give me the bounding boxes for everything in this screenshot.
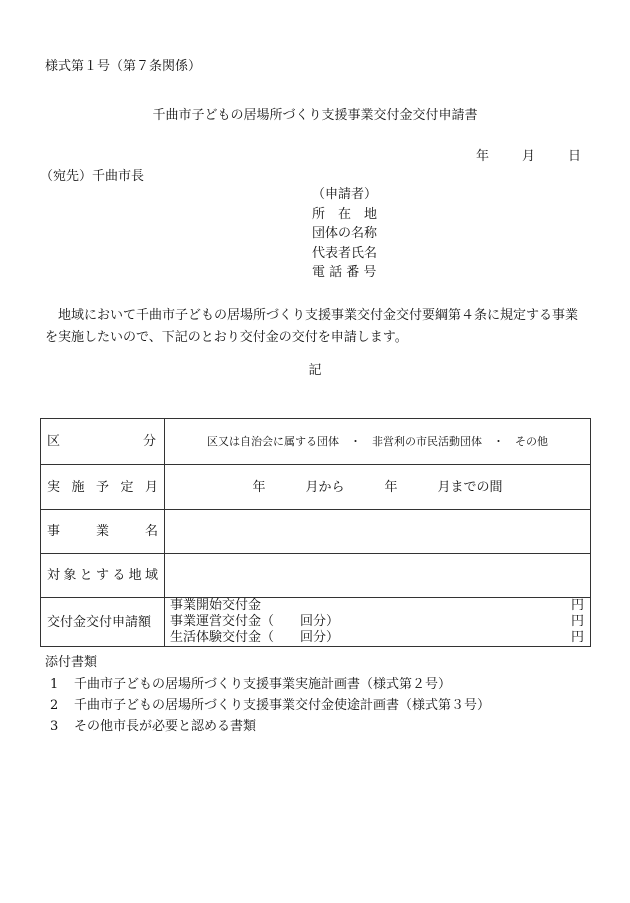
applicant-address-label: 所 在 地 [312, 206, 378, 222]
amount-item: 事業運営交付金（ 回分） 円 [170, 614, 584, 629]
date-month: 月 [522, 149, 536, 164]
applicant-phone-label: 電 話 番 号 [312, 265, 377, 280]
application-statement: 地域において千曲市子どもの居場所づくり支援事業交付金交付要綱第４条に規定する事業を実施したいので、下記のとおり交付金の交付を申請します。 [45, 308, 579, 345]
applicant-org-name-label: 団体の名称 [312, 226, 378, 241]
category-label: 区 分 [41, 419, 165, 465]
target-area-label: 対 象 と す る 地 域 [41, 554, 165, 598]
date-line [476, 150, 581, 163]
amount-items [165, 598, 591, 647]
applicant-rep-name-label: 代表者氏名 [312, 245, 378, 261]
addressee: （宛先）千曲市長 [40, 169, 145, 184]
applicant-heading: （申請者） [312, 187, 378, 202]
project-name-label: 事 業 名 [41, 510, 165, 554]
document-title: 千曲市子どもの居場所づくり支援事業交付金交付申請書 [152, 108, 478, 123]
date-day: 日 [568, 149, 582, 164]
category-value: 区又は自治会に属する団体 ・ 非営利の市民活動団体 ・ その他 [165, 419, 591, 465]
table-row-amount [41, 598, 591, 647]
period-label: 実 施 予 定 月 [41, 465, 165, 510]
table-row-target-area [41, 554, 591, 598]
period-value: 年 月から 年 月までの間 [165, 465, 591, 510]
ki-heading: 記 [308, 363, 322, 378]
attachments-heading: 添付書類 [45, 655, 98, 670]
applicant-block [312, 188, 377, 286]
amount-item: 事業開始交付金 円 [170, 598, 584, 613]
target-area-field[interactable] [165, 554, 591, 598]
application-table [40, 418, 591, 647]
table-row-period [41, 465, 591, 510]
amount-item: 生活体験交付金（ 回分） 円 [170, 630, 584, 645]
attachment-item: 1 千曲市子どもの居場所づくり支援事業実施計画書（様式第２号） [50, 677, 452, 692]
form-number: 様式第１号（第７条関係） [45, 59, 202, 74]
date-year: 年 [476, 149, 490, 164]
project-name-field[interactable] [165, 510, 591, 554]
amount-label: 交付金交付申請額 [41, 598, 165, 647]
attachment-item: 3 その他市長が必要と認める書類 [50, 719, 257, 734]
table-row-project-name [41, 510, 591, 554]
table-row-category [41, 419, 591, 465]
attachment-item: 2 千曲市子どもの居場所づくり支援事業交付金使途計画書（様式第３号） [50, 698, 491, 713]
